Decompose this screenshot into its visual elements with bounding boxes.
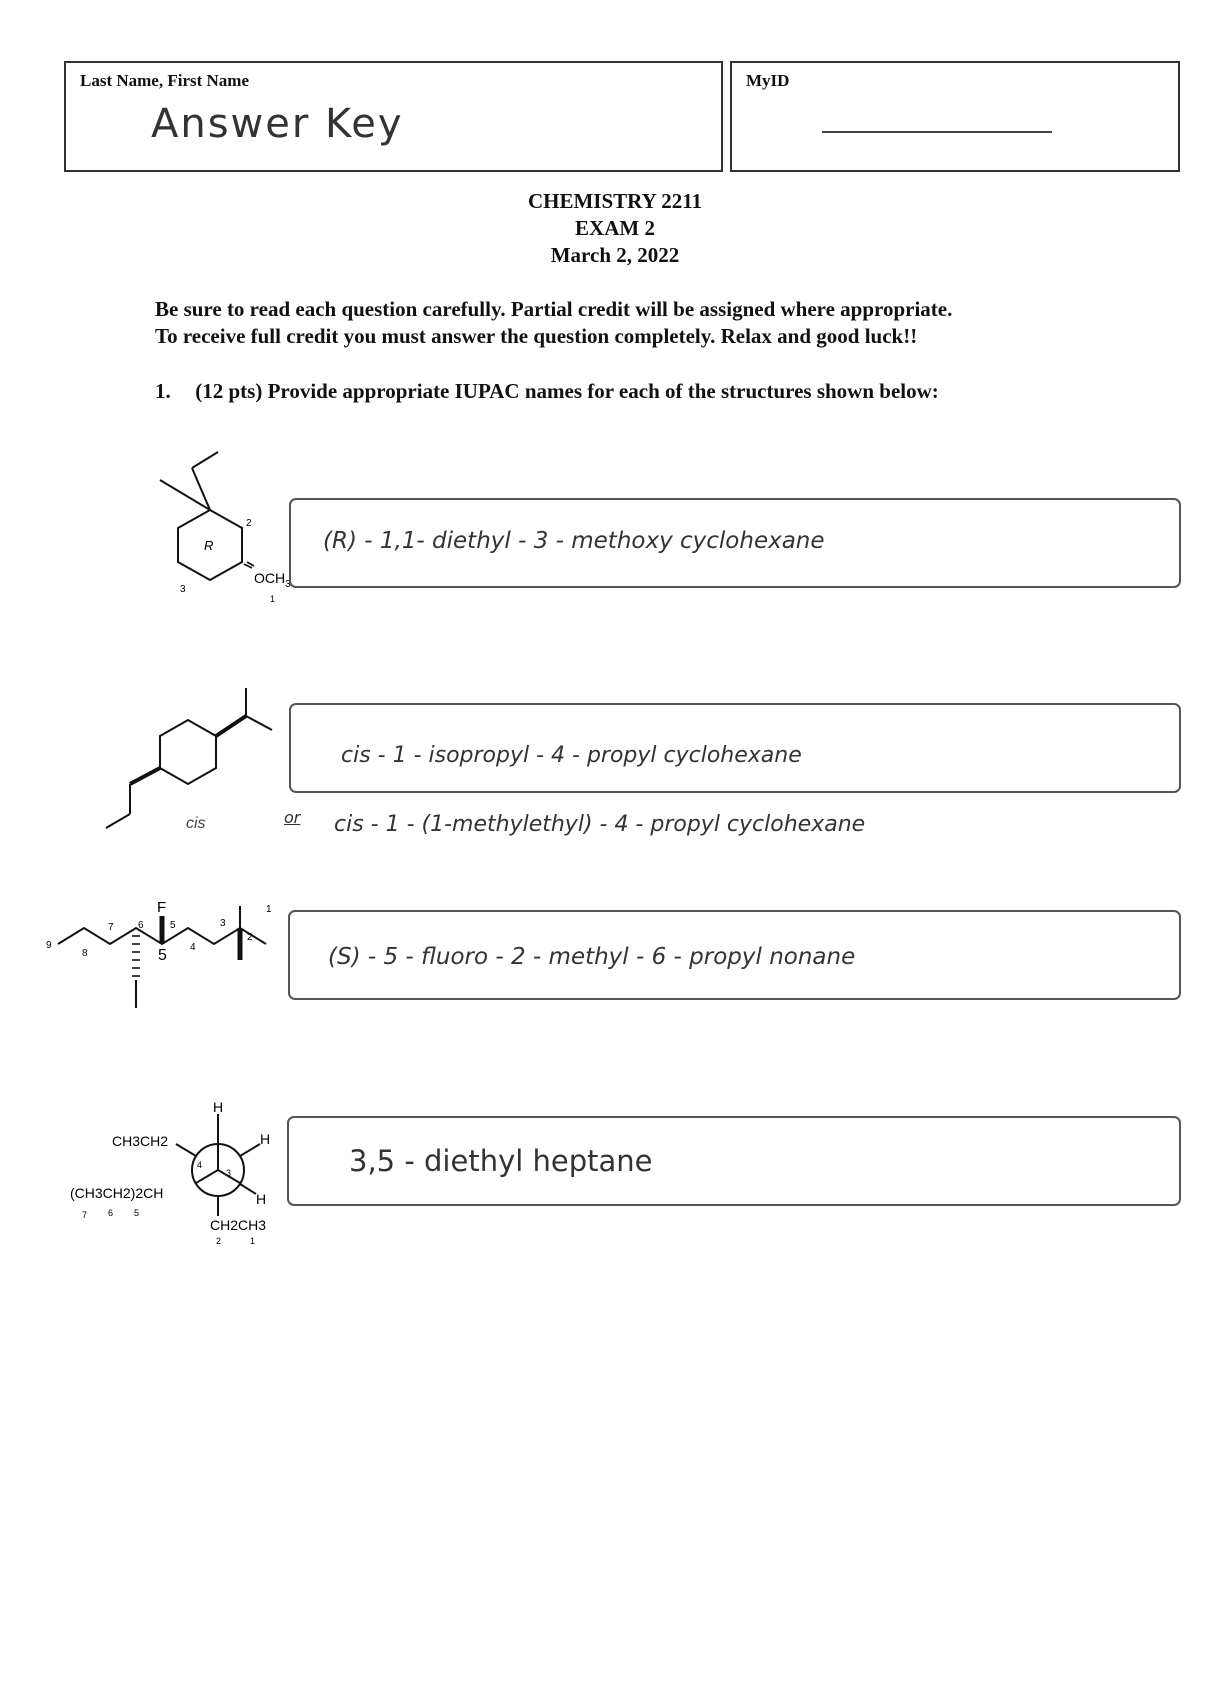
question-1 (155, 379, 939, 404)
left-top-group: CH3CH2 (112, 1133, 169, 1149)
name-value: Answer Key (151, 101, 404, 147)
locant-4: 4 (197, 1160, 203, 1170)
locant-7: 7 (108, 922, 114, 933)
locant-6: 6 (108, 1208, 114, 1218)
myid-label: MyID (746, 71, 790, 90)
myid-box (730, 61, 1180, 172)
locant-2: 2 (246, 518, 252, 529)
locant-9: 9 (46, 940, 52, 951)
locant-3: 3 (226, 1168, 232, 1178)
locant-5-large: 5 (158, 947, 167, 964)
answer-2: cis - 1 - isopropyl - 4 - propyl cyclohexane (341, 743, 802, 768)
structure-4 (60, 1100, 310, 1250)
locant-6: 6 (138, 920, 144, 931)
instructions-line-2: To receive full credit you must answer the question completely. Relax and good luck!! (155, 324, 918, 348)
answer-box-2 (289, 703, 1181, 793)
answer-box-4 (287, 1116, 1181, 1206)
locant-3: 3 (220, 918, 226, 929)
structure-1 (120, 450, 291, 610)
exam-title: EXAM 2 (575, 216, 655, 240)
name-box (64, 61, 723, 172)
locant-2: 2 (216, 1236, 222, 1246)
locant-1: 1 (250, 1236, 256, 1246)
locant-7: 7 (82, 1210, 88, 1220)
instructions-line-1: Be sure to read each question carefully. Partial credit will be assigned where appropriate. (155, 297, 953, 321)
locant-3: 3 (180, 584, 186, 595)
myid-dash (822, 131, 1052, 133)
h-top: H (213, 1099, 224, 1115)
answer-box-3 (288, 910, 1181, 1000)
question-text: (12 pts) Provide appropriate IUPAC names for each of the structures shown below: (195, 379, 939, 403)
answer-4: 3,5 - diethyl heptane (349, 1144, 653, 1178)
locant-8: 8 (82, 948, 88, 959)
answer-2-or: or (284, 808, 301, 827)
cis-label: cis (186, 815, 206, 832)
locant-1: 1 (266, 904, 272, 915)
answer-1: (R) - 1,1- diethyl - 3 - methoxy cyclohexane (323, 528, 825, 554)
locant-5: 5 (134, 1208, 140, 1218)
h-low: H (256, 1191, 267, 1207)
locant-5: 5 (170, 920, 176, 931)
question-number: 1. (155, 379, 171, 403)
left-bottom-group: (CH3CH2)2CH (70, 1185, 164, 1201)
exam-date: March 2, 2022 (550, 243, 680, 267)
structure-3 (40, 900, 290, 1040)
answer-3: (S) - 5 - fluoro - 2 - methyl - 6 - propyl nonane (328, 944, 856, 970)
course-title: CHEMISTRY 2211 (527, 189, 703, 213)
h-right: H (260, 1131, 271, 1147)
locant-1: 1 (270, 594, 276, 604)
bottom-group: CH2CH3 (210, 1217, 267, 1233)
answer-2-alternate: cis - 1 - (1-methylethyl) - 4 - propyl cyclohexane (334, 812, 866, 837)
f-label: F (157, 899, 167, 916)
name-label: Last Name, First Name (80, 71, 250, 90)
r-label: R (204, 538, 214, 553)
structure-2 (100, 680, 290, 840)
locant-4: 4 (190, 942, 196, 953)
locant-2: 2 (247, 932, 253, 943)
answer-box-1 (289, 498, 1181, 588)
och3-label: $OCH_3$ (254, 570, 291, 590)
